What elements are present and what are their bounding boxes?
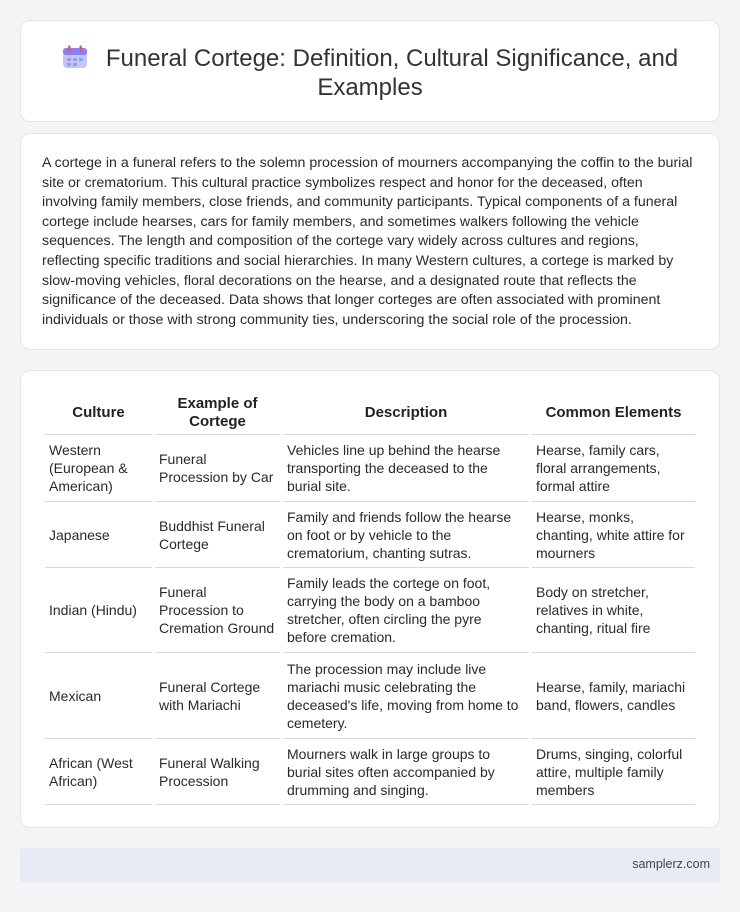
intro-card bbox=[20, 133, 720, 350]
cell-common-elements: Hearse, monks, chanting, white attire for mourners bbox=[532, 502, 695, 568]
cortege-table bbox=[42, 391, 698, 805]
cell-culture: Western (European & American) bbox=[45, 435, 152, 502]
cell-description: Vehicles line up behind the hearse transporting the deceased to the burial site. bbox=[283, 435, 529, 502]
header-example: Example of Cortege bbox=[155, 391, 280, 435]
cell-common-elements: Drums, singing, colorful attire, multiple family members bbox=[532, 739, 695, 805]
table-card bbox=[20, 370, 720, 828]
header-common-elements: Common Elements bbox=[532, 391, 695, 435]
header-culture: Culture bbox=[45, 391, 152, 435]
cell-culture: African (West African) bbox=[45, 739, 152, 805]
intro-paragraph: A cortege in a funeral refers to the solemn procession of mourners accompanying the coffin to the burial site or crematorium. This cultural practice symbolizes respect and honor for the deceased, often involving family members, close friends, and community participants. Typical components of a funeral cortege include hearses, cars for family members, and sometimes walkers following the vehicle sequences. The length and composition of the cortege vary widely across cultures and regions, reflecting specific traditions and social hierarchies. In many Western cultures, a cortege is marked by slow-moving vehicles, floral decorations on the hearse, and a designated route that reflects the significance of the deceased. Data shows that longer corteges are often associated with prominent individuals or those with strong community ties, underscoring the social role of the procession. bbox=[42, 155, 693, 328]
table-row bbox=[45, 435, 695, 502]
cell-description: Family leads the cortege on foot, carrying the body on a bamboo stretcher, often circling the pyre before cremation. bbox=[283, 568, 529, 653]
table-row bbox=[45, 568, 695, 653]
cell-example: Funeral Walking Procession bbox=[155, 739, 280, 805]
cell-culture: Indian (Hindu) bbox=[45, 568, 152, 653]
header-description: Description bbox=[283, 391, 529, 435]
page-title-text: Funeral Cortege: Definition, Cultural Significance, and Examples bbox=[105, 45, 679, 101]
cell-culture: Japanese bbox=[45, 502, 152, 568]
cell-common-elements: Hearse, family, mariachi band, flowers, candles bbox=[532, 653, 695, 739]
title-card bbox=[20, 20, 720, 122]
cell-culture: Mexican bbox=[45, 653, 152, 739]
footer-bar bbox=[20, 848, 720, 882]
table-header-row bbox=[45, 391, 695, 435]
table-row bbox=[45, 739, 695, 805]
cell-description: The procession may include live mariachi music celebrating the deceased's life, moving from home to cemetery. bbox=[283, 653, 529, 739]
cell-description: Family and friends follow the hearse on foot or by vehicle to the crematorium, chanting sutras. bbox=[283, 502, 529, 568]
cell-example: Funeral Procession to Cremation Ground bbox=[155, 568, 280, 653]
cell-common-elements: Hearse, family cars, floral arrangements, formal attire bbox=[532, 435, 695, 502]
table-row bbox=[45, 502, 695, 568]
page-title bbox=[61, 44, 679, 102]
cell-example: Funeral Procession by Car bbox=[155, 435, 280, 502]
calendar-icon bbox=[62, 45, 88, 69]
table-row bbox=[45, 653, 695, 739]
cell-example: Buddhist Funeral Cortege bbox=[155, 502, 280, 568]
source-link[interactable]: samplerz.com bbox=[632, 857, 710, 871]
cell-common-elements: Body on stretcher, relatives in white, chanting, ritual fire bbox=[532, 568, 695, 653]
cell-example: Funeral Cortege with Mariachi bbox=[155, 653, 280, 739]
cell-description: Mourners walk in large groups to burial sites often accompanied by drumming and singing. bbox=[283, 739, 529, 805]
